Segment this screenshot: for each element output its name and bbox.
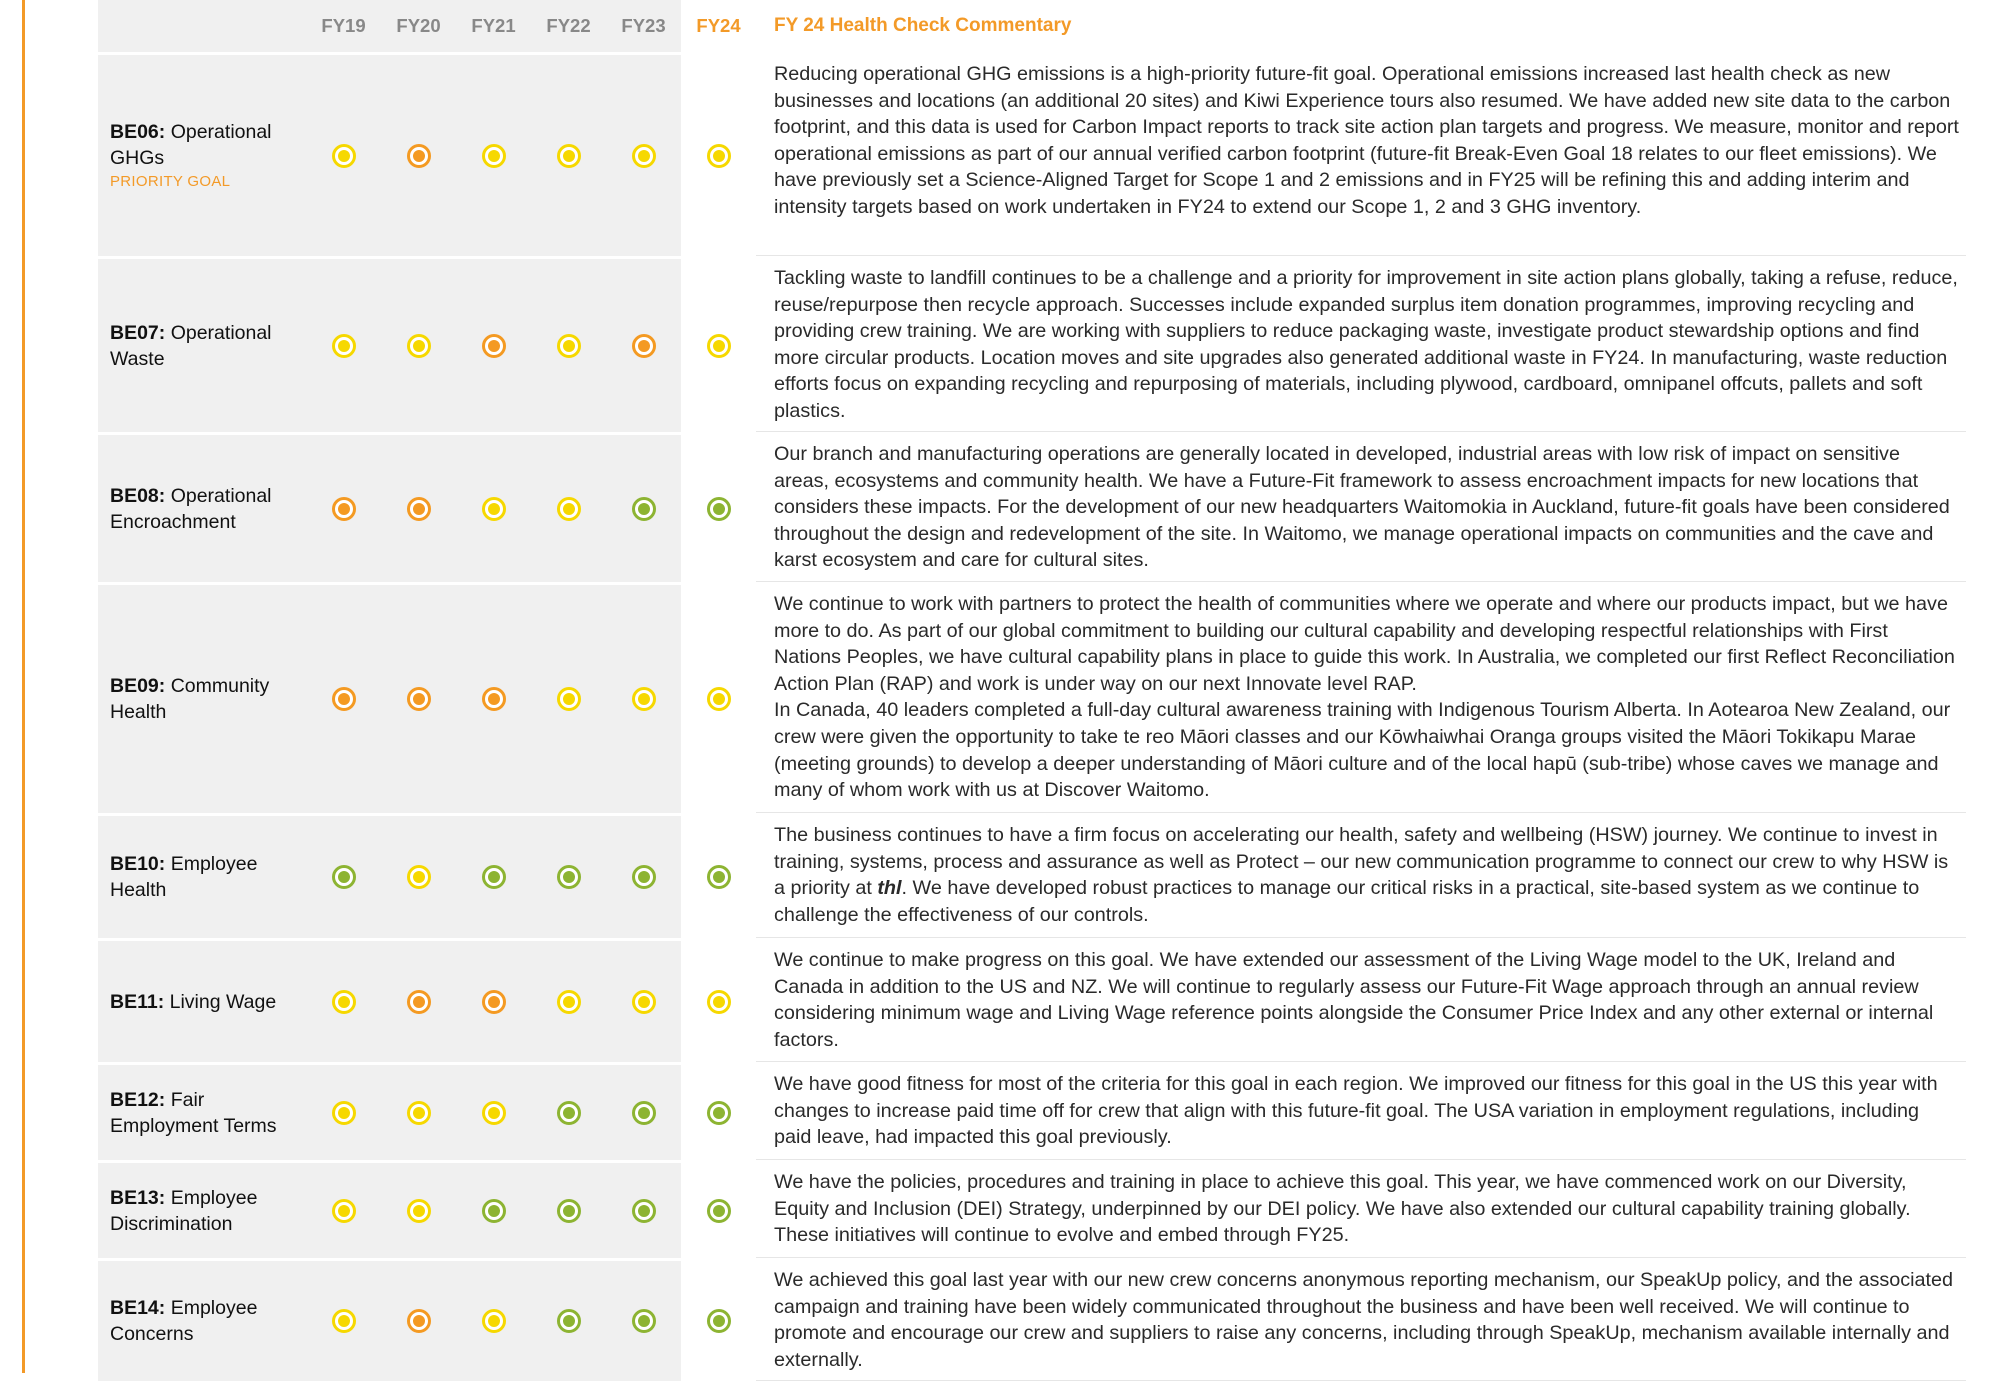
rating-history <box>306 1163 681 1258</box>
goal-commentary: Our branch and manufacturing operations are generally located in developed, industrial areas with low risk of impact on sensitive areas, ecosystems and community health. We have a Future-Fit framework to assess encroachment impacts for new locations that considers these impacts. For the development of our new headquarters Waitomokia in Auckland, future-fit goals have been considered throughout the design and redevelopment of the site. In Waitomo, we manage operational impacts on communities and the cave and karst ecosystem and care for cultural sites. <box>756 435 1966 582</box>
rating-slot <box>381 865 456 889</box>
rating-slot <box>381 144 456 168</box>
rating-current <box>681 941 756 1062</box>
rating-yellow-icon <box>632 144 656 168</box>
rating-yellow-icon <box>707 687 731 711</box>
goal-label <box>98 435 306 582</box>
rating-slot <box>456 144 531 168</box>
brand-name: thl <box>877 877 902 900</box>
rating-orange-icon <box>407 990 431 1014</box>
rating-current <box>681 1261 756 1381</box>
goal-label <box>98 816 306 938</box>
rating-slot <box>531 144 606 168</box>
goal-commentary: We have good fitness for most of the criteria for this goal in each region. We improved our fitness for this goal in the US this year with changes to increase paid time off for crew that align with this future-fit goal. The USA variation in employment regulations, including paid leave, had impacted this goal previously. <box>756 1065 1966 1160</box>
accent-rule <box>22 0 25 1373</box>
rating-history <box>306 259 681 432</box>
rating-orange-icon <box>482 687 506 711</box>
rating-yellow-icon <box>707 990 731 1014</box>
rating-green-icon <box>482 865 506 889</box>
header-year-fy19: FY19 <box>321 15 366 36</box>
rating-orange-icon <box>407 687 431 711</box>
goal-label <box>98 941 306 1062</box>
rating-slot <box>306 1199 381 1223</box>
rating-green-icon <box>557 1101 581 1125</box>
goal-code: BE08: <box>110 484 166 507</box>
goal-commentary: Reducing operational GHG emissions is a high-priority future-fit goal. Operational emissions increased last health check as new businesses and locations (an additional 20 sites) and Kiwi Experience tours also resumed. We have added new site data to the carbon footprint, and this data is used for Carbon Impact reports to track site action plan targets and progress. We measure, monitor and report operational emissions as part of our annual verified carbon footprint (future-fit Break-Even Goal 18 relates to our fleet emissions). We have previously set a Science-Aligned Target for Scope 1 and 2 emissions and in FY25 will be refining this and adding interim and intensity targets based on work undertaken in FY24 to extend our Scope 1, 2 and 3 GHG inventory. <box>756 55 1966 256</box>
goal-label <box>98 585 306 813</box>
rating-slot <box>381 990 456 1014</box>
goal-row <box>98 941 1966 1065</box>
rating-slot <box>606 497 681 521</box>
rating-yellow-icon <box>407 1199 431 1223</box>
goal-commentary: We continue to work with partners to protect the health of communities where we operate and where our products impact, but we have more to do. As part of our global commitment to building our cultural capability and developing respectful relationships with First Nations Peoples, we have cultural capability plans in place to guide this work. In Australia, we completed our first Reflect Reconciliation Action Plan (RAP) and work is under way on our next Innovate level RAP. In Canada, 40 leaders completed a full-day cultural awareness training with Indigenous Tourism Alberta. In Aotearoa New Zealand, our crew were given the opportunity to take te reo Māori classes and our Kōwhaiwhai Oranga groups visited the Māori Tokikapu Marae (meeting grounds) to develop a deeper understanding of Māori culture and of the local hapū (sub-tribe) whose caves we manage and many of whom work with us at Discover Waitomo. <box>756 585 1966 813</box>
rating-yellow-icon <box>482 1309 506 1333</box>
rating-slot <box>456 1309 531 1333</box>
goal-label <box>98 259 306 432</box>
goal-row <box>98 435 1966 585</box>
rating-slot <box>456 990 531 1014</box>
rating-slot <box>306 687 381 711</box>
rating-slot <box>606 1199 681 1223</box>
rating-green-icon <box>707 497 731 521</box>
rating-yellow-icon <box>557 687 581 711</box>
rating-yellow-icon <box>632 687 656 711</box>
rating-orange-icon <box>482 334 506 358</box>
rating-yellow-icon <box>332 334 356 358</box>
rating-history <box>306 55 681 256</box>
goal-title: Living Wage <box>169 990 277 1013</box>
rating-current <box>681 585 756 813</box>
rating-slot <box>531 865 606 889</box>
goal-title: Operational Encroachment <box>110 484 272 533</box>
rating-history <box>306 435 681 582</box>
header-years <box>306 0 681 52</box>
rating-history <box>306 1261 681 1381</box>
rating-green-icon <box>632 1309 656 1333</box>
rating-current <box>681 259 756 432</box>
rating-green-icon <box>707 1309 731 1333</box>
rating-yellow-icon <box>332 144 356 168</box>
rating-yellow-icon <box>707 334 731 358</box>
rating-slot <box>381 687 456 711</box>
rating-green-icon <box>707 1101 731 1125</box>
rating-slot <box>381 497 456 521</box>
rating-green-icon <box>632 1199 656 1223</box>
commentary-text: The business continues to have a firm focus on accelerating our health, safety and wellbeing (HSW) journey. We continue to invest in training, systems, process and assurance as well as Protect – our new communication programme to connect our crew to why HSW is a priority at <box>774 824 1949 900</box>
goal-row <box>98 259 1966 435</box>
rating-slot <box>456 334 531 358</box>
rating-green-icon <box>632 1101 656 1125</box>
rating-orange-icon <box>482 990 506 1014</box>
goal-title: Fair Employment Terms <box>110 1088 277 1137</box>
header-year-fy20: FY20 <box>396 15 441 36</box>
goal-code: BE14: <box>110 1297 166 1319</box>
goal-code: BE12: <box>110 1088 166 1111</box>
rating-orange-icon <box>407 144 431 168</box>
goal-commentary: We continue to make progress on this goal. We have extended our assessment of the Living Wage model to the UK, Ireland and Canada in addition to the US and NZ. We will continue to regularly assess our Future-Fit Wage approach through an annual review considering minimum wage and Living Wage reference points alongside the Consumer Price Index and any other external or internal factors. <box>756 941 1966 1062</box>
goal-title: Employee Discrimination <box>110 1186 258 1235</box>
rating-slot <box>306 1101 381 1125</box>
goal-commentary <box>756 816 1966 938</box>
goal-title: Operational GHGs <box>110 120 272 169</box>
rating-yellow-icon <box>332 990 356 1014</box>
rating-history <box>306 941 681 1062</box>
rating-slot <box>531 687 606 711</box>
header-year-fy22: FY22 <box>546 15 591 36</box>
header-row <box>98 0 1966 55</box>
rating-slot <box>381 1309 456 1333</box>
rating-current <box>681 1065 756 1160</box>
rating-green-icon <box>632 497 656 521</box>
rating-yellow-icon <box>482 144 506 168</box>
rating-slot <box>306 334 381 358</box>
rating-history <box>306 1065 681 1160</box>
rating-orange-icon <box>332 687 356 711</box>
goal-heading <box>110 851 300 903</box>
commentary-text: . We have developed robust practices to manage our critical risks in a practical, site-based system as we continue to challenge the effectiveness of our controls. <box>774 877 1920 926</box>
rating-slot <box>456 865 531 889</box>
rating-slot <box>306 990 381 1014</box>
rating-slot <box>456 497 531 521</box>
goal-commentary: Tackling waste to landfill continues to be a challenge and a priority for improvement in site action plans globally, taking a refuse, reduce, reuse/repurpose then recycle approach. Successes include expanded surplus item donation programmes, improving recycling and providing crew training. We are working with suppliers to reduce packaging waste, investigate product stewardship options and find more circular products. Location moves and site upgrades also generated additional waste in FY24. In manufacturing, waste reduction efforts focus on expanding recycling and repurposing of materials, including plywood, cardboard, omnipanel offcuts, pallets and soft plastics. <box>756 259 1966 432</box>
rating-green-icon <box>332 865 356 889</box>
rating-slot <box>531 990 606 1014</box>
goal-row <box>98 55 1966 259</box>
rating-green-icon <box>557 1309 581 1333</box>
goal-rows <box>98 55 1966 1384</box>
header-label-spacer <box>98 0 306 52</box>
priority-goal-tag: PRIORITY GOAL <box>110 172 231 190</box>
goal-code: BE09: <box>110 675 166 697</box>
rating-slot <box>306 1309 381 1333</box>
goal-row <box>98 816 1966 941</box>
rating-yellow-icon <box>407 334 431 358</box>
rating-yellow-icon <box>482 1101 506 1125</box>
rating-slot <box>531 1199 606 1223</box>
rating-orange-icon <box>407 1309 431 1333</box>
rating-slot <box>531 334 606 358</box>
rating-slot <box>606 990 681 1014</box>
rating-slot <box>381 1199 456 1223</box>
rating-yellow-icon <box>482 497 506 521</box>
rating-slot <box>606 1101 681 1125</box>
goal-code: BE10: <box>110 853 166 875</box>
goal-heading <box>110 1185 300 1237</box>
rating-green-icon <box>632 865 656 889</box>
rating-current <box>681 435 756 582</box>
header-year-fy21: FY21 <box>471 15 516 36</box>
rating-slot <box>306 865 381 889</box>
rating-slot <box>531 497 606 521</box>
goal-heading <box>110 989 300 1015</box>
goal-title: Community Health <box>110 675 270 723</box>
rating-yellow-icon <box>557 497 581 521</box>
goal-row <box>98 1261 1966 1384</box>
rating-green-icon <box>707 865 731 889</box>
rating-yellow-icon <box>332 1309 356 1333</box>
goal-code: BE06: <box>110 120 166 143</box>
rating-yellow-icon <box>557 334 581 358</box>
goal-label <box>98 55 306 256</box>
rating-slot <box>306 144 381 168</box>
goal-label <box>98 1065 306 1160</box>
rating-green-icon <box>557 1199 581 1223</box>
goal-heading <box>110 1295 300 1347</box>
header-year-current: FY24 <box>681 0 756 52</box>
rating-slot <box>456 1101 531 1125</box>
rating-yellow-icon <box>707 144 731 168</box>
goal-row <box>98 1163 1966 1261</box>
header-year-fy23: FY23 <box>621 15 666 36</box>
goal-heading <box>110 1087 300 1139</box>
rating-history <box>306 816 681 938</box>
goal-commentary: We have the policies, procedures and training in place to achieve this goal. This year, we have commenced work on our Diversity, Equity and Inclusion (DEI) Strategy, underpinned by our DEI policy. We have also extended our cultural capability training globally. These initiatives will continue to evolve and embed through FY25. <box>756 1163 1966 1258</box>
goal-commentary: We achieved this goal last year with our new crew concerns anonymous reporting mechanism, our SpeakUp policy, and the associated campaign and training have been widely communicated throughout the business and have been well received. We will continue to promote and encourage our crew and suppliers to raise any concerns, including through SpeakUp, mechanism available internally and externally. <box>756 1261 1966 1381</box>
rating-slot <box>456 1199 531 1223</box>
goal-heading <box>110 673 300 725</box>
goal-label <box>98 1163 306 1258</box>
rating-slot <box>306 497 381 521</box>
rating-slot <box>606 1309 681 1333</box>
rating-slot <box>531 1309 606 1333</box>
rating-yellow-icon <box>407 1101 431 1125</box>
rating-slot <box>606 334 681 358</box>
goal-code: BE07: <box>110 321 166 344</box>
rating-green-icon <box>557 865 581 889</box>
rating-green-icon <box>707 1199 731 1223</box>
goal-code: BE11: <box>110 990 165 1013</box>
rating-yellow-icon <box>332 1199 356 1223</box>
goal-title: Employee Concerns <box>110 1297 258 1345</box>
rating-green-icon <box>482 1199 506 1223</box>
rating-slot <box>381 1101 456 1125</box>
goal-label <box>98 1261 306 1381</box>
rating-slot <box>606 144 681 168</box>
goal-title: Employee Health <box>110 853 258 901</box>
goal-row <box>98 1065 1966 1163</box>
health-check-table <box>98 0 1966 1384</box>
rating-orange-icon <box>332 497 356 521</box>
rating-slot <box>456 687 531 711</box>
rating-slot <box>606 865 681 889</box>
rating-slot <box>381 334 456 358</box>
rating-yellow-icon <box>332 1101 356 1125</box>
rating-yellow-icon <box>407 865 431 889</box>
rating-history <box>306 585 681 813</box>
goal-heading <box>110 320 300 372</box>
goal-heading <box>110 119 300 171</box>
goal-code: BE13: <box>110 1186 166 1209</box>
goal-title: Operational Waste <box>110 321 272 370</box>
header-commentary-title: FY 24 Health Check Commentary <box>756 0 1966 52</box>
rating-yellow-icon <box>557 990 581 1014</box>
goal-row <box>98 585 1966 816</box>
rating-slot <box>606 687 681 711</box>
rating-yellow-icon <box>632 990 656 1014</box>
rating-orange-icon <box>407 497 431 521</box>
rating-yellow-icon <box>557 144 581 168</box>
rating-current <box>681 1163 756 1258</box>
rating-current <box>681 816 756 938</box>
goal-heading <box>110 483 300 535</box>
rating-orange-icon <box>632 334 656 358</box>
rating-slot <box>531 1101 606 1125</box>
rating-current <box>681 55 756 256</box>
